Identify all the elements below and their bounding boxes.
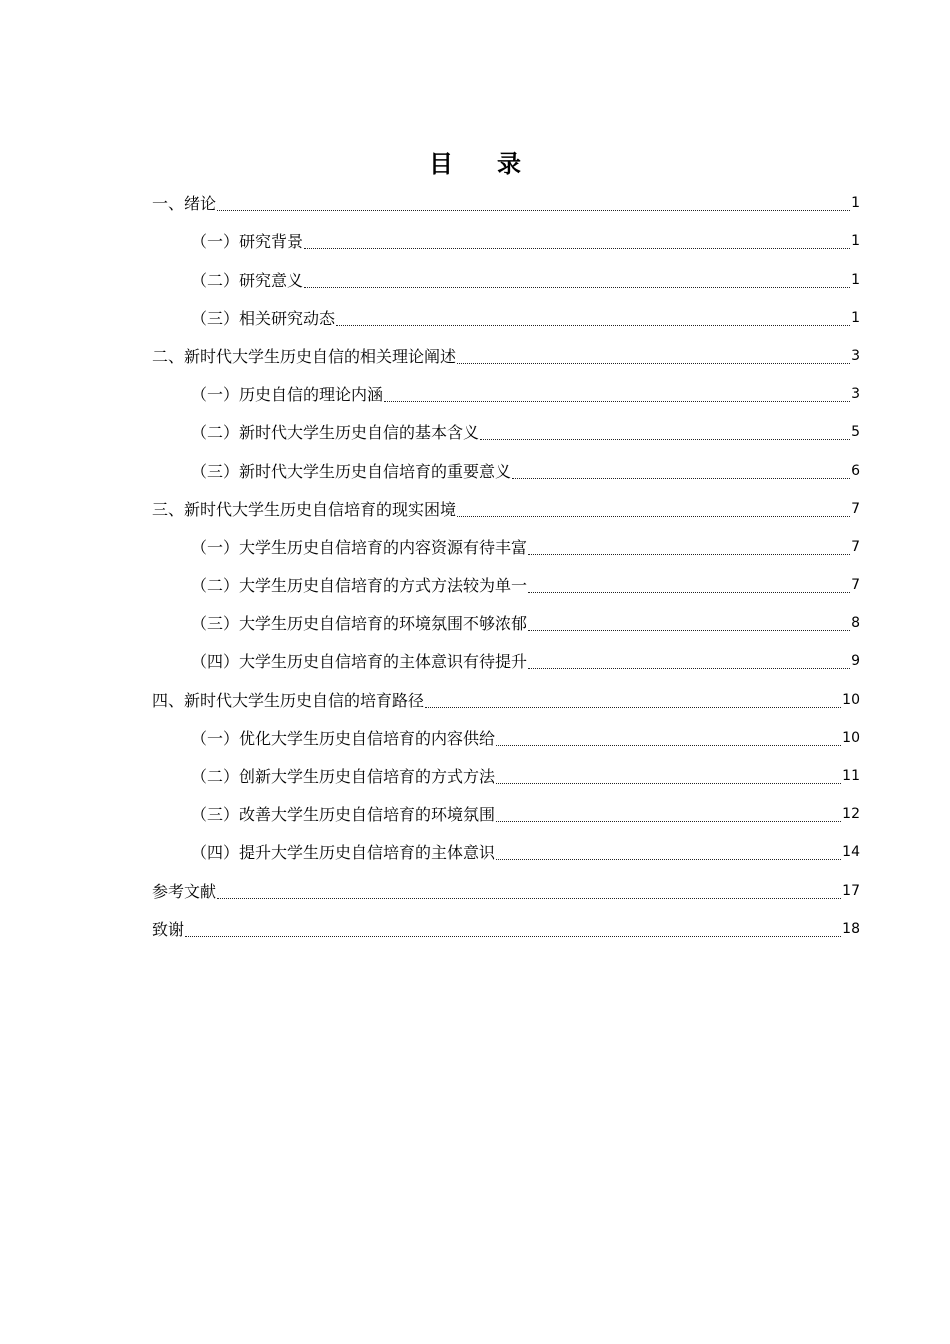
toc-title-part1: 目 — [429, 150, 453, 178]
toc-entry[interactable] — [152, 336, 860, 374]
toc-entry[interactable] — [152, 565, 860, 603]
toc-dot-leader — [496, 821, 841, 822]
toc-page-number: 3 — [851, 347, 860, 364]
toc-page-number: 5 — [851, 424, 860, 441]
toc-entry-text: （一）研究背景 — [191, 232, 304, 252]
toc-entry-text: （一）历史自信的理论内涵 — [191, 385, 384, 405]
toc-entry[interactable] — [152, 489, 860, 527]
toc-entry[interactable] — [152, 298, 860, 336]
toc-entry-text: 一、绪论 — [152, 194, 217, 214]
toc-page-number: 1 — [851, 233, 860, 250]
toc-dot-leader — [496, 859, 841, 860]
toc-entry[interactable] — [152, 183, 860, 221]
toc-entry-text: （一）大学生历史自信培育的内容资源有待丰富 — [191, 537, 528, 557]
toc-page-number: 3 — [851, 386, 860, 403]
toc-page-number: 7 — [851, 577, 860, 594]
toc-entry[interactable] — [152, 641, 860, 679]
toc-page-number: 1 — [851, 271, 860, 288]
toc-dot-leader — [528, 630, 850, 631]
toc-entry[interactable] — [152, 450, 860, 488]
toc-page-number: 10 — [842, 729, 860, 746]
toc-entry[interactable] — [152, 412, 860, 450]
toc-dot-leader — [496, 783, 841, 784]
toc-dot-leader — [457, 516, 850, 517]
toc-entry-text: 三、新时代大学生历史自信培育的现实困境 — [152, 499, 457, 519]
toc-entry[interactable] — [152, 870, 860, 908]
toc-entry-text: （四）大学生历史自信培育的主体意识有待提升 — [191, 652, 528, 672]
toc-entry-text: （三）大学生历史自信培育的环境氛围不够浓郁 — [191, 614, 528, 634]
toc-page-number: 17 — [842, 882, 860, 899]
toc-dot-leader — [425, 707, 841, 708]
toc-dot-leader — [304, 287, 850, 288]
toc-entry-text: 二、新时代大学生历史自信的相关理论阐述 — [152, 346, 457, 366]
toc-page-number: 11 — [842, 768, 860, 784]
toc-page-number: 18 — [842, 920, 860, 937]
toc-entry[interactable] — [152, 679, 860, 717]
toc-entry-text: （三）新时代大学生历史自信培育的重要意义 — [191, 461, 512, 481]
toc-dot-leader — [512, 478, 850, 479]
toc-dot-leader — [217, 210, 850, 211]
toc-dot-leader — [304, 248, 850, 249]
toc-page-number: 8 — [851, 615, 860, 632]
toc-entry-text: 四、新时代大学生历史自信的培育路径 — [152, 690, 425, 710]
toc-entry-text: （四）提升大学生历史自信培育的主体意识 — [191, 843, 496, 863]
toc-entry-text: （三）相关研究动态 — [191, 308, 336, 328]
toc-page-number: 7 — [851, 538, 860, 555]
toc-entry[interactable] — [152, 794, 860, 832]
toc-page-number: 1 — [851, 195, 860, 212]
toc-page-number: 6 — [851, 462, 860, 479]
toc-dot-leader — [528, 592, 850, 593]
toc-entry[interactable] — [152, 603, 860, 641]
toc-entry[interactable] — [152, 221, 860, 259]
toc-page-number: 10 — [842, 691, 860, 708]
toc-dot-leader — [336, 325, 850, 326]
toc-entry-text: （二）大学生历史自信培育的方式方法较为单一 — [191, 576, 528, 596]
toc-list — [152, 183, 860, 947]
toc-entry[interactable] — [152, 527, 860, 565]
toc-dot-leader — [217, 898, 841, 899]
toc-page-number: 1 — [851, 309, 860, 326]
toc-entry[interactable] — [152, 909, 860, 947]
toc-page-number: 7 — [851, 500, 860, 517]
toc-title-part2: 录 — [497, 150, 521, 178]
toc-entry[interactable] — [152, 832, 860, 870]
toc-entry[interactable] — [152, 718, 860, 756]
toc-dot-leader — [384, 401, 850, 402]
toc-page-number: 9 — [851, 653, 860, 670]
toc-dot-leader — [457, 363, 850, 364]
toc-entry-text: （二）新时代大学生历史自信的基本含义 — [191, 423, 480, 443]
toc-dot-leader — [528, 554, 850, 555]
toc-dot-leader — [528, 668, 850, 669]
toc-entry-text: （三）改善大学生历史自信培育的环境氛围 — [191, 805, 496, 825]
toc-title — [0, 146, 950, 182]
toc-entry-text: 参考文献 — [152, 881, 217, 901]
toc-entry-text: （一）优化大学生历史自信培育的内容供给 — [191, 728, 496, 748]
toc-dot-leader — [185, 936, 841, 937]
toc-entry[interactable] — [152, 259, 860, 297]
toc-entry[interactable] — [152, 374, 860, 412]
toc-entry-text: （二）创新大学生历史自信培育的方式方法 — [191, 767, 496, 786]
toc-entry-text: （二）研究意义 — [191, 270, 304, 290]
toc-page-number: 14 — [842, 844, 860, 861]
toc-dot-leader — [496, 745, 841, 746]
toc-entry-text: 致谢 — [152, 919, 185, 939]
toc-dot-leader — [480, 439, 850, 440]
toc-entry[interactable] — [152, 756, 860, 794]
toc-page-number: 12 — [842, 806, 860, 823]
